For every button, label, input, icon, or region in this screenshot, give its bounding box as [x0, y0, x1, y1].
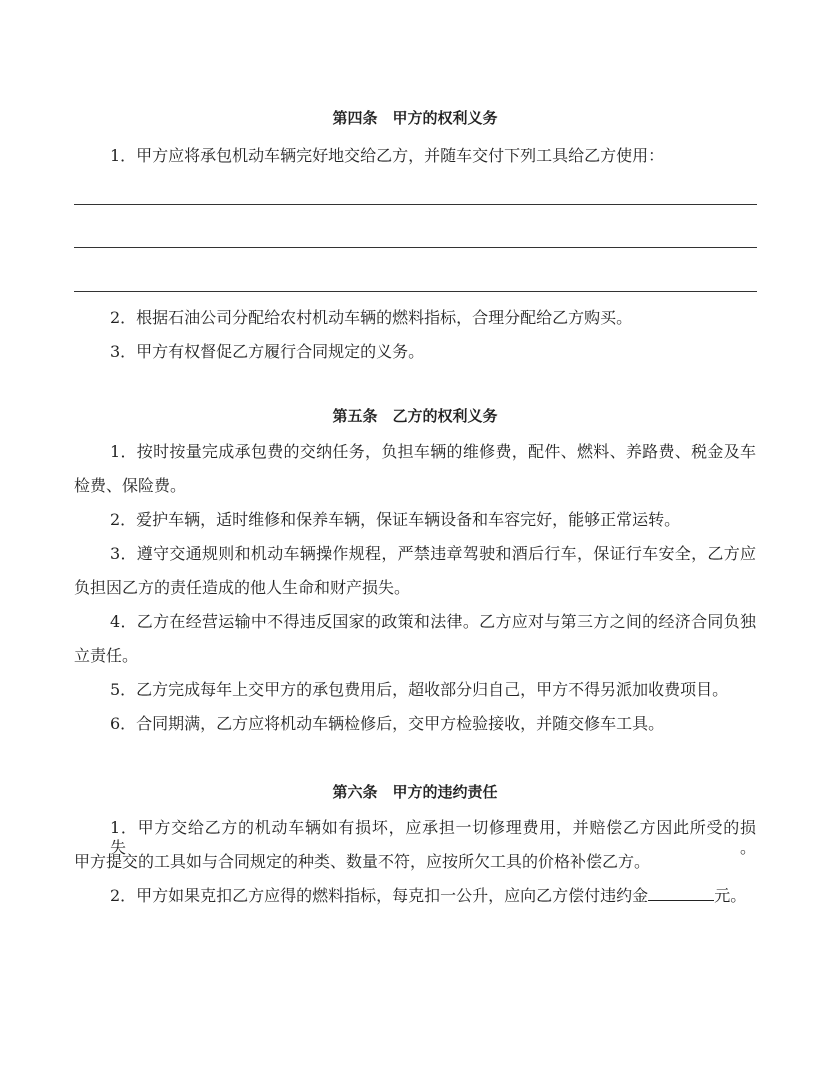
- clause-6-1-line-2: 甲方提交的工具如与合同规定的种类、数量不符，应按所欠工具的价格补偿乙方。: [74, 852, 651, 871]
- penalty-amount-blank: [648, 886, 714, 901]
- clause-6-1-line-1: 1．甲方交给乙方的机动车辆如有损坏，应承担一切修理费用，并赔偿乙方因此所受的损失。: [110, 818, 756, 857]
- watermark: [259, 259, 542, 542]
- clause-4-2: 2．根据石油公司分配给农村机动车辆的燃料指标，合理分配给乙方购买。: [110, 308, 633, 327]
- clause-5-3-line-2: 负担因乙方的责任造成的他人生命和财产损失。: [74, 578, 411, 597]
- fill-in-line: [74, 291, 757, 292]
- clause-5-4-line-2: 立责任。: [74, 646, 139, 665]
- clause-4-1: 1．甲方应将承包机动车辆完好地交给乙方，并随车交付下列工具给乙方使用：: [110, 146, 665, 165]
- clause-5-4-line-1: 4．乙方在经营运输中不得违反国家的政策和法律。乙方应对与第三方之间的经济合同负独: [110, 612, 756, 631]
- clause-5-2: 2．爱护车辆，适时维修和保养车辆，保证车辆设备和车容完好，能够正常运转。: [110, 510, 681, 529]
- fill-in-line: [74, 247, 757, 248]
- clause-5-3-line-1: 3．遵守交通规则和机动车辆操作规程，严禁违章驾驶和酒后行车，保证行车安全，乙方应: [110, 544, 756, 563]
- clause-6-2: [110, 886, 756, 906]
- clause-6-2-text: 2．甲方如果克扣乙方应得的燃料指标，每克扣一公升，应向乙方偿付违约金: [110, 886, 649, 905]
- fill-in-line: [74, 204, 757, 205]
- clause-5-1-line-2: 检费、保险费。: [74, 476, 187, 495]
- clause-6-2-suffix: 元。: [714, 886, 747, 905]
- clause-4-3: 3．甲方有权督促乙方履行合同规定的义务。: [110, 342, 425, 361]
- clause-5-5: 5．乙方完成每年上交甲方的承包费用后，超收部分归自己，甲方不得另派加收费项目。: [110, 680, 729, 699]
- clause-5-1-line-1: 1．按时按量完成承包费的交纳任务，负担车辆的维修费，配件、燃料、养路费、税金及车: [110, 442, 756, 461]
- section-heading-4: 第四条 甲方的权利义务: [332, 109, 498, 127]
- section-heading-5: 第五条 乙方的权利义务: [332, 407, 498, 425]
- section-heading-6: 第六条 甲方的违约责任: [332, 783, 498, 801]
- clause-5-6: 6．合同期满，乙方应将机动车辆检修后，交甲方检验接收，并随交修车工具。: [110, 714, 665, 733]
